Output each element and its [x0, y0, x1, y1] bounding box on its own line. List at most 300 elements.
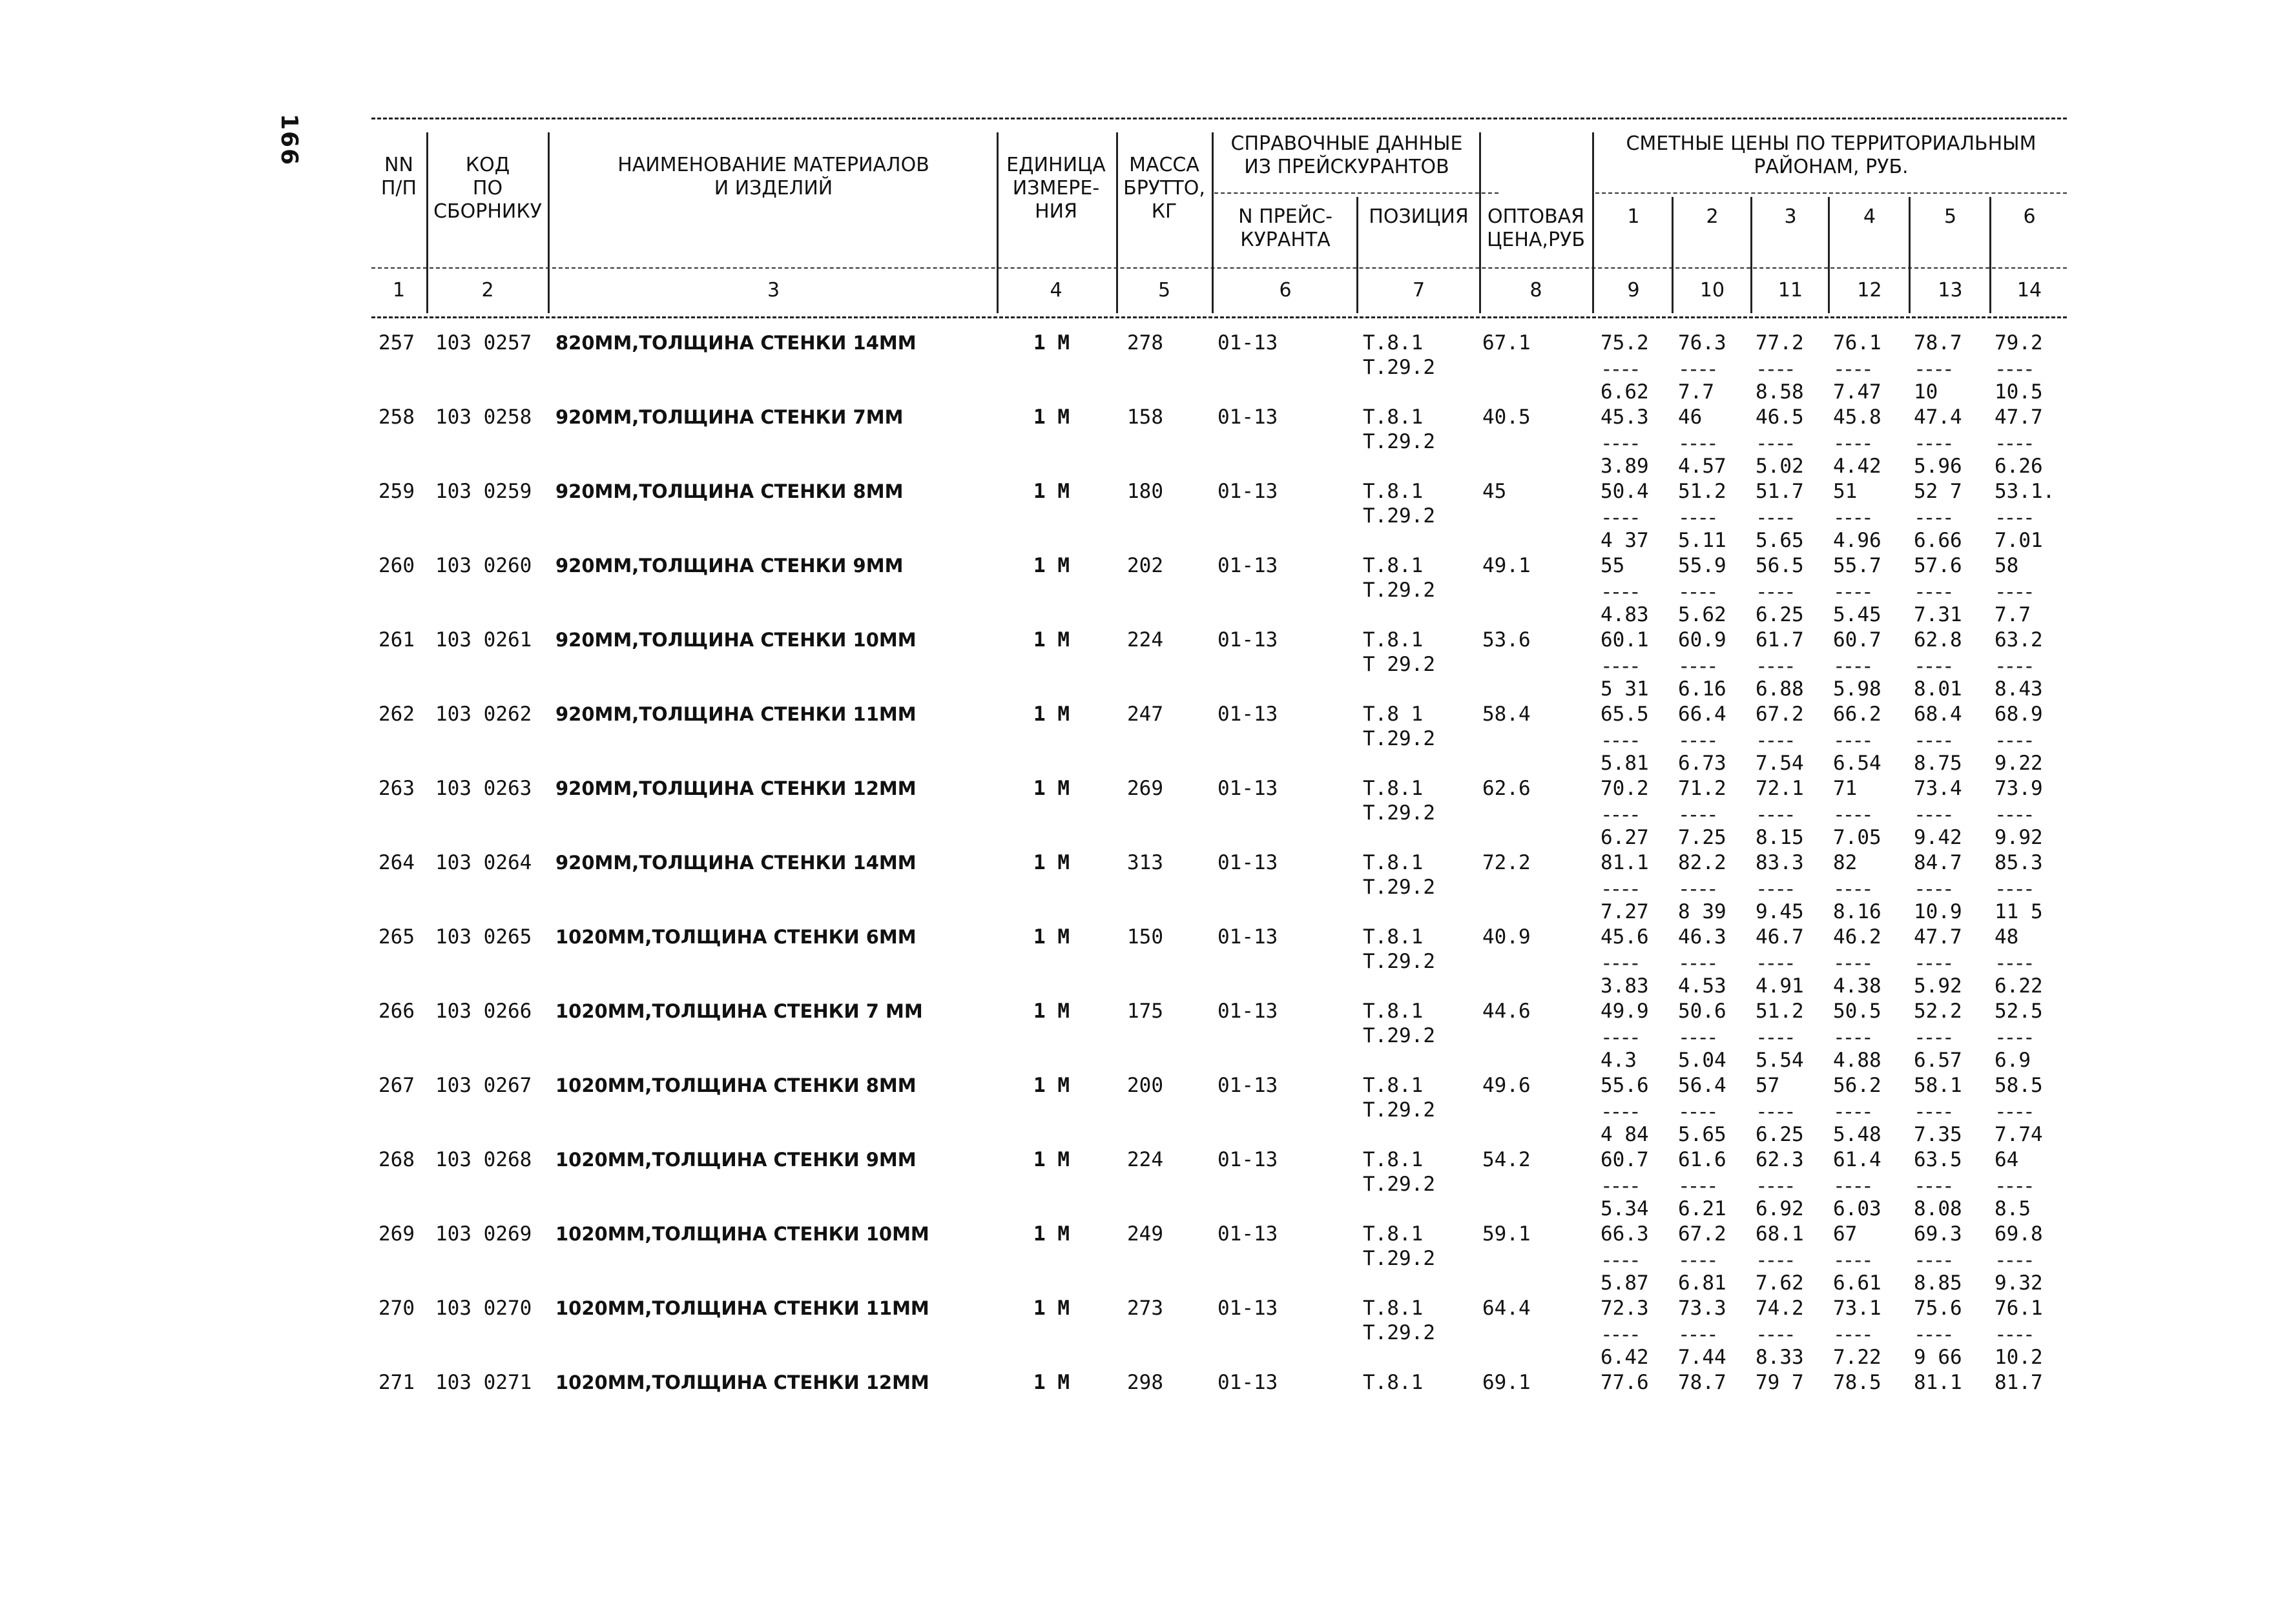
transport-district-4: 4.38: [1833, 974, 1881, 998]
table-row: [0, 405, 2280, 479]
price-district-5: 62.8: [1914, 628, 1962, 652]
price-district-4: 67: [1833, 1222, 1858, 1246]
transport-district-5: 6.57: [1914, 1049, 1962, 1072]
table-row: [0, 628, 2280, 702]
fraction-line: ----: [1833, 581, 1871, 604]
fraction-line: ----: [1833, 729, 1871, 752]
transport-district-6: 8.43: [1995, 677, 2043, 701]
price-district-4: 60.7: [1833, 628, 1881, 652]
price-district-1: 75.2: [1601, 331, 1649, 355]
row-pricelist: 01-13: [1218, 851, 1278, 874]
transport-district-1: 6.27: [1601, 826, 1649, 849]
transport-district-3: 5.54: [1756, 1049, 1804, 1072]
row-position-2: Т.29.2: [1363, 950, 1435, 973]
price-district-2: 55.9: [1678, 554, 1726, 577]
price-district-3: 61.7: [1756, 628, 1804, 652]
table-row: [0, 999, 2280, 1073]
col-pricelist-header: N ПРЕЙС- КУРАНТА: [1238, 205, 1332, 251]
price-district-3: 51.7: [1756, 480, 1804, 503]
price-district-1: 60.7: [1601, 1148, 1649, 1171]
row-pricelist: 01-13: [1218, 1371, 1278, 1394]
fraction-line: ----: [1995, 1175, 2033, 1198]
column-number: 8: [1529, 279, 1542, 302]
row-unit: 1 М: [1033, 925, 1070, 949]
row-position-1: Т.8.1: [1363, 1074, 1424, 1097]
transport-district-1: 3.83: [1601, 974, 1649, 998]
price-district-5: 69.3: [1914, 1222, 1962, 1246]
price-district-6: 68.9: [1995, 703, 2043, 726]
column-number: 11: [1777, 279, 1803, 302]
price-district-6: 53.1.: [1995, 480, 2055, 503]
fraction-line: ----: [1995, 1100, 2033, 1124]
column-number: 10: [1699, 279, 1725, 302]
row-unit: 1 М: [1033, 851, 1070, 874]
price-district-3: 77.2: [1756, 331, 1804, 355]
price-district-2: 50.6: [1678, 1000, 1726, 1023]
fraction-line: ----: [1678, 952, 1716, 975]
row-unit: 1 М: [1033, 1371, 1070, 1394]
transport-district-4: 4.88: [1833, 1049, 1881, 1072]
row-position-1: Т.8.1: [1363, 628, 1424, 652]
row-name: 920ММ,ТОЛЩИНА СТЕНКИ 14ММ: [555, 852, 917, 874]
price-district-1: 55: [1601, 554, 1625, 577]
fraction-line: ----: [1756, 1100, 1794, 1124]
est-group-rule: [1595, 192, 2067, 194]
transport-district-6: 7.01: [1995, 529, 2043, 552]
price-district-5: 81.1: [1914, 1371, 1962, 1394]
row-position-1: Т.8.1: [1363, 1371, 1424, 1394]
transport-district-2: 5.62: [1678, 603, 1726, 626]
transport-district-4: 7.05: [1833, 826, 1881, 849]
fraction-line: ----: [1995, 878, 2033, 901]
row-pricelist: 01-13: [1218, 1297, 1278, 1320]
fraction-line: ----: [1914, 581, 1952, 604]
fraction-line: ----: [1678, 506, 1716, 529]
transport-district-1: 3.89: [1601, 455, 1649, 478]
fraction-line: ----: [1914, 878, 1952, 901]
transport-district-5: 8.85: [1914, 1271, 1962, 1295]
price-district-1: 45.3: [1601, 406, 1649, 429]
fraction-line: ----: [1833, 506, 1871, 529]
transport-district-3: 8.33: [1756, 1346, 1804, 1369]
row-number: 267: [378, 1074, 415, 1097]
row-wholesale: 64.4: [1482, 1297, 1531, 1320]
ref-group-rule: [1214, 192, 1498, 194]
transport-district-3: 6.25: [1756, 1123, 1804, 1146]
transport-district-6: 6.9: [1995, 1049, 2031, 1072]
fraction-line: ----: [1995, 1026, 2033, 1049]
fraction-line: ----: [1601, 952, 1639, 975]
price-district-5: 73.4: [1914, 777, 1962, 800]
price-district-6: 48: [1995, 925, 2019, 949]
row-position-1: Т.8.1: [1363, 1297, 1424, 1320]
price-district-3: 74.2: [1756, 1297, 1804, 1320]
row-wholesale: 45: [1482, 480, 1507, 503]
price-district-1: 49.9: [1601, 1000, 1649, 1023]
fraction-line: ----: [1601, 506, 1639, 529]
row-code: 103 0261: [435, 628, 532, 652]
row-mass: 278: [1127, 331, 1163, 355]
column-number: 9: [1627, 279, 1640, 302]
price-district-3: 83.3: [1756, 851, 1804, 874]
price-district-4: 45.8: [1833, 406, 1881, 429]
price-district-3: 62.3: [1756, 1148, 1804, 1171]
row-code: 103 0266: [435, 1000, 532, 1023]
fraction-line: ----: [1914, 1100, 1952, 1124]
transport-district-4: 7.47: [1833, 380, 1881, 404]
table-row: [0, 553, 2280, 628]
fraction-line: ----: [1914, 803, 1952, 827]
fraction-line: ----: [1756, 729, 1794, 752]
row-mass: 158: [1127, 406, 1163, 429]
table-row: [0, 776, 2280, 850]
row-wholesale: 67.1: [1482, 331, 1531, 355]
fraction-line: ----: [1833, 1026, 1871, 1049]
column-number: 13: [1938, 279, 1963, 302]
row-wholesale: 53.6: [1482, 628, 1531, 652]
row-number: 264: [378, 851, 415, 874]
row-number: 263: [378, 777, 415, 800]
table-row: [0, 331, 2280, 405]
row-number: 265: [378, 925, 415, 949]
row-code: 103 0258: [435, 406, 532, 429]
row-wholesale: 69.1: [1482, 1371, 1531, 1394]
transport-district-2: 4.57: [1678, 455, 1726, 478]
sep-1: [426, 132, 428, 313]
price-district-6: 64: [1995, 1148, 2019, 1171]
transport-district-4: 6.54: [1833, 752, 1881, 775]
row-wholesale: 72.2: [1482, 851, 1531, 874]
row-name: 1020ММ,ТОЛЩИНА СТЕНКИ 12ММ: [555, 1372, 929, 1393]
transport-district-5: 8.08: [1914, 1197, 1962, 1220]
row-code: 103 0264: [435, 851, 532, 874]
price-district-1: 81.1: [1601, 851, 1649, 874]
fraction-line: ----: [1601, 1100, 1639, 1124]
sep-9: [1672, 197, 1674, 313]
row-code: 103 0270: [435, 1297, 532, 1320]
table-row: [0, 1222, 2280, 1296]
row-number: 261: [378, 628, 415, 652]
transport-district-4: 6.61: [1833, 1271, 1881, 1295]
fraction-line: ----: [1756, 952, 1794, 975]
row-position-1: Т.8.1: [1363, 406, 1424, 429]
row-pricelist: 01-13: [1218, 777, 1278, 800]
row-pricelist: 01-13: [1218, 1000, 1278, 1023]
header-top-rule: [371, 118, 2067, 119]
row-position-2: Т.29.2: [1363, 430, 1435, 453]
transport-district-3: 8.15: [1756, 826, 1804, 849]
price-district-3: 72.1: [1756, 777, 1804, 800]
transport-district-4: 4.42: [1833, 455, 1881, 478]
transport-district-5: 9.42: [1914, 826, 1962, 849]
page-number: 166: [276, 114, 302, 167]
transport-district-2: 5.04: [1678, 1049, 1726, 1072]
row-name: 1020ММ,ТОЛЩИНА СТЕНКИ 10ММ: [555, 1223, 929, 1245]
fraction-line: ----: [1914, 432, 1952, 455]
fraction-line: ----: [1601, 878, 1639, 901]
fraction-line: ----: [1678, 1249, 1716, 1272]
district-header-2: 2: [1706, 205, 1719, 228]
fraction-line: ----: [1756, 878, 1794, 901]
row-position-2: Т.29.2: [1363, 1173, 1435, 1196]
fraction-line: ----: [1756, 1323, 1794, 1346]
price-district-3: 79 7: [1756, 1371, 1804, 1394]
row-code: 103 0262: [435, 703, 532, 726]
price-district-2: 73.3: [1678, 1297, 1726, 1320]
transport-district-1: 5.34: [1601, 1197, 1649, 1220]
transport-district-1: 5.81: [1601, 752, 1649, 775]
fraction-line: ----: [1833, 655, 1871, 678]
fraction-line: ----: [1678, 655, 1716, 678]
price-district-5: 78.7: [1914, 331, 1962, 355]
row-mass: 175: [1127, 1000, 1163, 1023]
fraction-line: ----: [1833, 803, 1871, 827]
transport-district-6: 8.5: [1995, 1197, 2031, 1220]
fraction-line: ----: [1678, 432, 1716, 455]
price-district-2: 56.4: [1678, 1074, 1726, 1097]
table-row: [0, 1073, 2280, 1147]
row-code: 103 0271: [435, 1371, 532, 1394]
row-code: 103 0257: [435, 331, 532, 355]
transport-district-1: 5 31: [1601, 677, 1649, 701]
transport-district-2: 4.53: [1678, 974, 1726, 998]
row-position-1: Т.8.1: [1363, 851, 1424, 874]
price-district-5: 47.7: [1914, 925, 1962, 949]
sep-5: [1212, 132, 1214, 313]
row-mass: 273: [1127, 1297, 1163, 1320]
row-mass: 224: [1127, 1148, 1163, 1171]
price-district-1: 50.4: [1601, 480, 1649, 503]
row-number: 257: [378, 331, 415, 355]
price-district-2: 61.6: [1678, 1148, 1726, 1171]
column-number: 3: [767, 279, 780, 302]
fraction-line: ----: [1833, 878, 1871, 901]
price-district-1: 60.1: [1601, 628, 1649, 652]
row-pricelist: 01-13: [1218, 703, 1278, 726]
transport-district-5: 9 66: [1914, 1346, 1962, 1369]
fraction-line: ----: [1833, 1323, 1871, 1346]
transport-district-2: 7.25: [1678, 826, 1726, 849]
row-mass: 313: [1127, 851, 1163, 874]
fraction-line: ----: [1678, 358, 1716, 381]
sep-2: [548, 132, 550, 313]
fraction-line: ----: [1914, 729, 1952, 752]
price-district-1: 66.3: [1601, 1222, 1649, 1246]
row-unit: 1 М: [1033, 1074, 1070, 1097]
row-mass: 247: [1127, 703, 1163, 726]
row-code: 103 0269: [435, 1222, 532, 1246]
row-wholesale: 44.6: [1482, 1000, 1531, 1023]
price-district-4: 50.5: [1833, 1000, 1881, 1023]
col-position-header: ПОЗИЦИЯ: [1369, 205, 1469, 228]
row-code: 103 0263: [435, 777, 532, 800]
column-number: 14: [2016, 279, 2042, 302]
fraction-line: ----: [1601, 729, 1639, 752]
row-number: 260: [378, 554, 415, 577]
row-name: 1020ММ,ТОЛЩИНА СТЕНКИ 11ММ: [555, 1297, 929, 1319]
transport-district-6: 10.5: [1995, 380, 2043, 404]
fraction-line: ----: [1678, 878, 1716, 901]
row-pricelist: 01-13: [1218, 406, 1278, 429]
col-name-header: НАИМЕНОВАНИЕ МАТЕРИАЛОВ И ИЗДЕЛИЙ: [617, 154, 929, 200]
price-district-2: 78.7: [1678, 1371, 1726, 1394]
transport-district-2: 6.21: [1678, 1197, 1726, 1220]
price-district-5: 63.5: [1914, 1148, 1962, 1171]
price-district-3: 46.7: [1756, 925, 1804, 949]
price-district-6: 73.9: [1995, 777, 2043, 800]
price-district-5: 52 7: [1914, 480, 1962, 503]
fraction-line: ----: [1833, 432, 1871, 455]
fraction-line: ----: [1995, 803, 2033, 827]
price-district-2: 51.2: [1678, 480, 1726, 503]
header-bottom-rule: [371, 316, 2067, 318]
fraction-line: ----: [1995, 1249, 2033, 1272]
row-code: 103 0265: [435, 925, 532, 949]
transport-district-5: 10.9: [1914, 900, 1962, 923]
row-mass: 249: [1127, 1222, 1163, 1246]
price-district-3: 46.5: [1756, 406, 1804, 429]
transport-district-5: 7.31: [1914, 603, 1962, 626]
est-group-header: СМЕТНЫЕ ЦЕНЫ ПО ТЕРРИТОРИАЛЬНЫМ РАЙОНАМ, РУБ.: [1626, 132, 2036, 178]
fraction-line: ----: [1833, 1175, 1871, 1198]
row-position-1: Т.8.1: [1363, 1000, 1424, 1023]
col-mass-header: МАССА БРУТТО, КГ: [1123, 154, 1205, 223]
row-name: 1020ММ,ТОЛЩИНА СТЕНКИ 9ММ: [555, 1149, 917, 1171]
row-name: 820ММ,ТОЛЩИНА СТЕНКИ 14ММ: [555, 332, 917, 354]
row-name: 920ММ,ТОЛЩИНА СТЕНКИ 9ММ: [555, 555, 904, 577]
transport-district-1: 6.62: [1601, 380, 1649, 404]
row-unit: 1 М: [1033, 331, 1070, 355]
transport-district-3: 4.91: [1756, 974, 1804, 998]
sep-8: [1592, 132, 1594, 313]
row-wholesale: 58.4: [1482, 703, 1531, 726]
row-unit: 1 М: [1033, 703, 1070, 726]
price-district-2: 46: [1678, 406, 1703, 429]
transport-district-2: 6.16: [1678, 677, 1726, 701]
fraction-line: ----: [1601, 432, 1639, 455]
row-pricelist: 01-13: [1218, 1074, 1278, 1097]
price-district-6: 81.7: [1995, 1371, 2043, 1394]
transport-district-5: 5.96: [1914, 455, 1962, 478]
transport-district-3: 7.62: [1756, 1271, 1804, 1295]
price-district-1: 70.2: [1601, 777, 1649, 800]
row-position-1: Т.8.1: [1363, 331, 1424, 355]
column-number: 6: [1279, 279, 1292, 302]
ref-group-header: СПРАВОЧНЫЕ ДАННЫЕ ИЗ ПРЕЙСКУРАНТОВ: [1230, 132, 1463, 178]
row-wholesale: 59.1: [1482, 1222, 1531, 1246]
transport-district-6: 9.92: [1995, 826, 2043, 849]
fraction-line: ----: [1995, 952, 2033, 975]
transport-district-5: 10: [1914, 380, 1938, 404]
sep-12: [1909, 197, 1911, 313]
fraction-line: ----: [1833, 952, 1871, 975]
price-district-6: 69.8: [1995, 1222, 2043, 1246]
transport-district-4: 5.98: [1833, 677, 1881, 701]
fraction-line: ----: [1756, 432, 1794, 455]
transport-district-6: 7.74: [1995, 1123, 2043, 1146]
district-header-5: 5: [1943, 205, 1957, 228]
row-position-1: Т.8.1: [1363, 1222, 1424, 1246]
price-district-1: 65.5: [1601, 703, 1649, 726]
row-mass: 200: [1127, 1074, 1163, 1097]
row-number: 258: [378, 406, 415, 429]
fraction-line: ----: [1833, 1100, 1871, 1124]
row-position-1: Т.8.1: [1363, 554, 1424, 577]
transport-district-6: 11 5: [1995, 900, 2043, 923]
price-district-6: 63.2: [1995, 628, 2043, 652]
price-district-5: 52.2: [1914, 1000, 1962, 1023]
fraction-line: ----: [1995, 358, 2033, 381]
fraction-line: ----: [1756, 803, 1794, 827]
fraction-line: ----: [1914, 655, 1952, 678]
price-district-2: 76.3: [1678, 331, 1726, 355]
row-code: 103 0268: [435, 1148, 532, 1171]
fraction-line: ----: [1995, 581, 2033, 604]
row-name: 1020ММ,ТОЛЩИНА СТЕНКИ 8ММ: [555, 1074, 917, 1096]
row-name: 1020ММ,ТОЛЩИНА СТЕНКИ 7 ММ: [555, 1000, 923, 1022]
fraction-line: ----: [1678, 1323, 1716, 1346]
transport-district-5: 8.75: [1914, 752, 1962, 775]
fraction-line: ----: [1756, 1026, 1794, 1049]
price-district-3: 56.5: [1756, 554, 1804, 577]
transport-district-3: 9.45: [1756, 900, 1804, 923]
table-row: [0, 702, 2280, 776]
row-position-1: Т.8.1: [1363, 777, 1424, 800]
fraction-line: ----: [1601, 1323, 1639, 1346]
table-row: [0, 1147, 2280, 1222]
fraction-line: ----: [1678, 581, 1716, 604]
price-district-3: 57: [1756, 1074, 1780, 1097]
transport-district-2: 5.65: [1678, 1123, 1726, 1146]
transport-district-4: 4.96: [1833, 529, 1881, 552]
row-position-2: Т.29.2: [1363, 504, 1435, 528]
fraction-line: ----: [1914, 1026, 1952, 1049]
row-position-2: Т.29.2: [1363, 876, 1435, 899]
sep-13: [1989, 197, 1991, 313]
row-number: 270: [378, 1297, 415, 1320]
row-wholesale: 49.6: [1482, 1074, 1531, 1097]
col-code-header: КОД ПО СБОРНИКУ: [433, 154, 542, 223]
transport-district-4: 6.03: [1833, 1197, 1881, 1220]
table-row: [0, 925, 2280, 999]
transport-district-5: 6.66: [1914, 529, 1962, 552]
fraction-line: ----: [1833, 1249, 1871, 1272]
row-position-1: Т.8 1: [1363, 703, 1424, 726]
row-unit: 1 М: [1033, 777, 1070, 800]
price-district-5: 58.1: [1914, 1074, 1962, 1097]
fraction-line: ----: [1914, 1175, 1952, 1198]
row-number: 269: [378, 1222, 415, 1246]
transport-district-3: 6.88: [1756, 677, 1804, 701]
row-unit: 1 М: [1033, 480, 1070, 503]
transport-district-1: 7.27: [1601, 900, 1649, 923]
price-district-6: 58.5: [1995, 1074, 2043, 1097]
fraction-line: ----: [1833, 358, 1871, 381]
price-district-6: 85.3: [1995, 851, 2043, 874]
row-code: 103 0259: [435, 480, 532, 503]
col-wholesale-header: ОПТОВАЯ ЦЕНА,РУБ: [1487, 205, 1585, 251]
row-mass: 150: [1127, 925, 1163, 949]
transport-district-4: 8.16: [1833, 900, 1881, 923]
transport-district-3: 5.65: [1756, 529, 1804, 552]
row-position-2: Т.29.2: [1363, 356, 1435, 379]
fraction-line: ----: [1756, 506, 1794, 529]
fraction-line: ----: [1601, 581, 1639, 604]
price-district-6: 76.1: [1995, 1297, 2043, 1320]
sep-11: [1828, 197, 1830, 313]
table-row: [0, 1370, 2280, 1444]
table-row: [0, 1296, 2280, 1370]
